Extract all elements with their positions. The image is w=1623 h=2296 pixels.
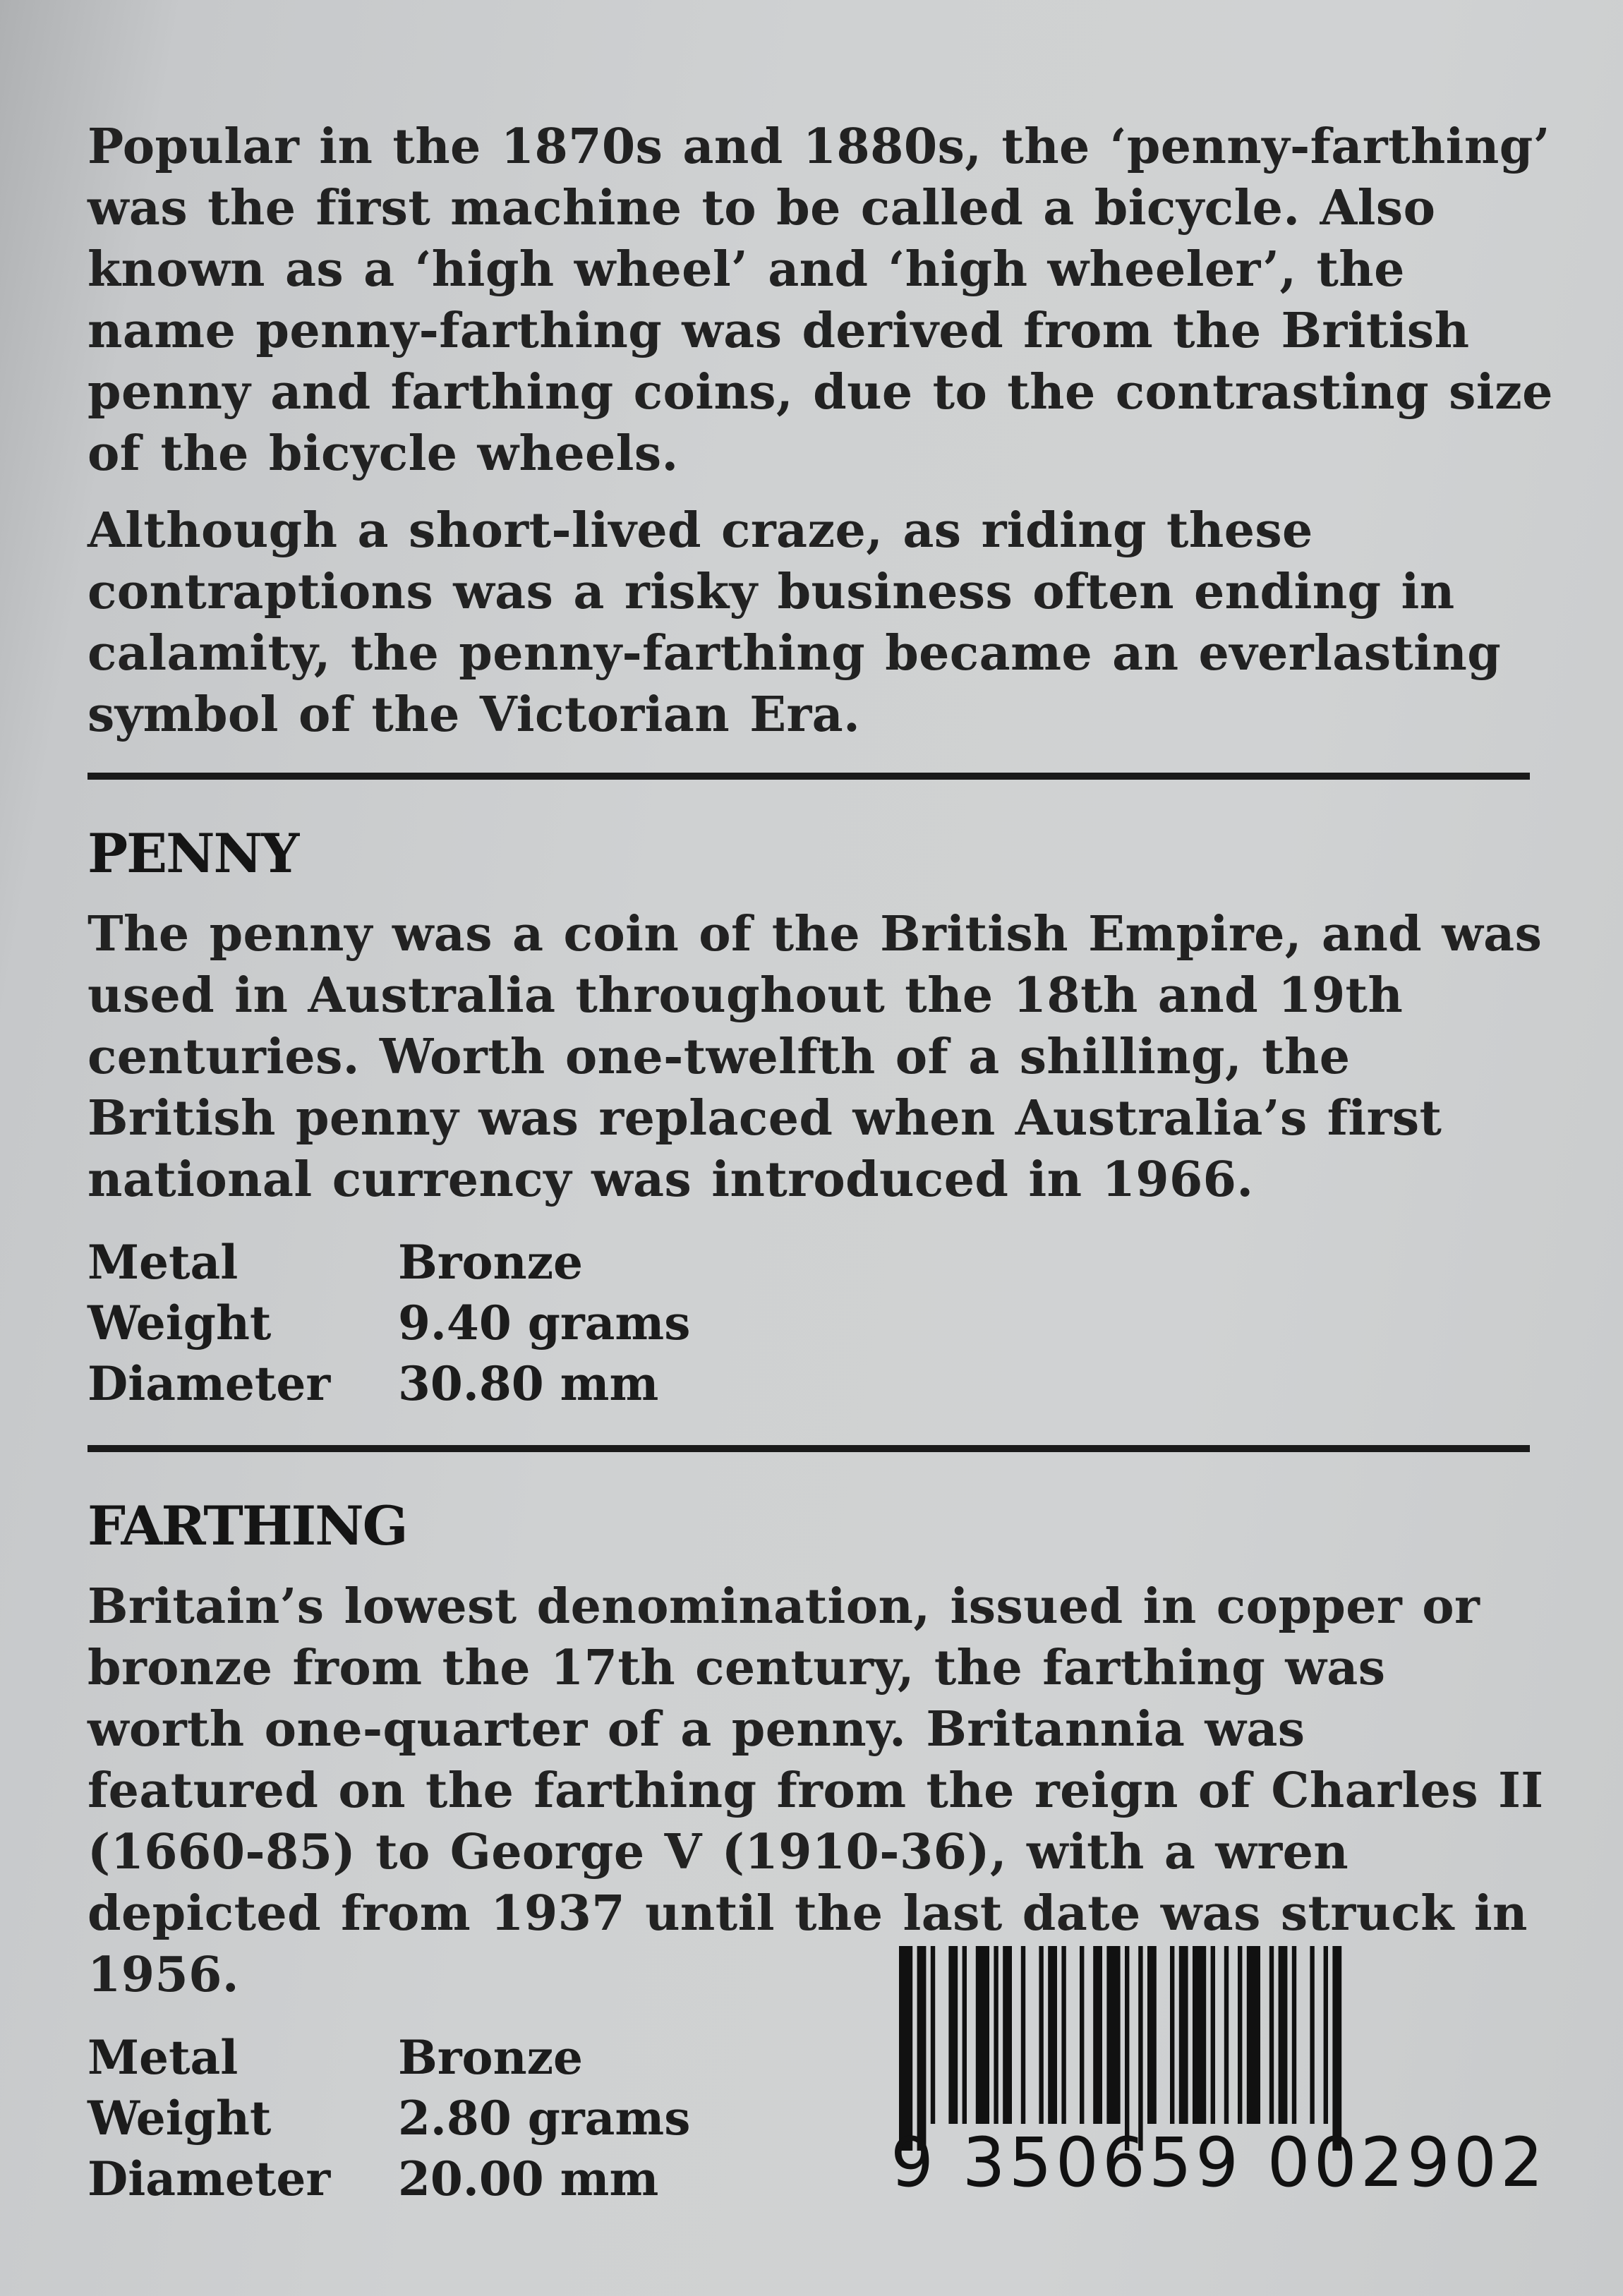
barcode-bar	[1269, 1946, 1274, 2124]
farthing-description: Britain’s lowest denomination, issued in copper or bronze from the 17th century, the farthing was worth one-quarter of a penny. Britannia was featured on the farthing from the reign of Charles II (1660-85) to George V (1910-36), with a wren depicted from 1937 until the last date was struck in 1956.	[88, 1578, 1544, 2003]
penny-section	[88, 822, 1555, 1414]
barcode-bar	[994, 1946, 998, 2124]
spec-value: 2.80 grams	[398, 2091, 691, 2146]
barcode-bar	[1332, 1946, 1341, 2151]
penny-description: The penny was a coin of the British Empire, and was used in Australia throughout the 18th and 19th centuries. Worth one-twelfth of a shilling, the British penny was replaced when Australia’s first national currency was introduced in 1966.	[88, 906, 1543, 1208]
barcode-bar	[1224, 1946, 1229, 2124]
barcode-bar	[1061, 1946, 1066, 2124]
barcode-bar	[963, 1946, 967, 2124]
barcode-bar	[1048, 1946, 1057, 2124]
section-divider	[88, 1445, 1530, 1452]
penny-heading: PENNY	[88, 822, 298, 885]
barcode-bar	[1247, 1946, 1260, 2124]
spec-label: Diameter	[88, 1356, 331, 1411]
barcode-bar	[1170, 1946, 1174, 2124]
barcode-bar	[976, 1946, 989, 2124]
barcode-bar	[1193, 1946, 1206, 2124]
barcode-bar	[1106, 1946, 1120, 2124]
barcode-bar	[1021, 1946, 1025, 2124]
barcode-bar	[1179, 1946, 1188, 2124]
barcode-bar	[1238, 1946, 1242, 2124]
document-content	[88, 116, 1555, 2209]
intro-paragraph-1: Popular in the 1870s and 1880s, the ‘penny-farthing’ was the first machine to be called a bicycle. Also known as a ‘high wheel’ and ‘high wheeler’, the name penny-farthing was derived from the British penny and farthing coins, due to the contrasting size of the bicycle wheels.	[88, 119, 1553, 482]
barcode-bar	[899, 1946, 912, 2151]
barcode-bar	[931, 1946, 935, 2124]
penny-specs-table	[88, 1232, 1555, 1414]
barcode-bar	[1279, 1946, 1288, 2124]
spec-value: 20.00 mm	[398, 2151, 659, 2206]
section-divider	[88, 773, 1530, 780]
spec-label: Diameter	[88, 2151, 331, 2206]
barcode-bar	[1147, 1946, 1157, 2124]
barcode-bar	[1310, 1946, 1314, 2124]
spec-label: Weight	[88, 1295, 272, 1351]
spec-value: Bronze	[398, 1235, 584, 1290]
barcode-bar	[1003, 1946, 1012, 2124]
spec-label: Weight	[88, 2091, 272, 2146]
barcode-bar	[1080, 1946, 1084, 2124]
barcode-bar	[1138, 1946, 1142, 2151]
barcode-bar	[1292, 1946, 1296, 2124]
spec-value: Bronze	[398, 2030, 584, 2085]
barcode-bar	[1039, 1946, 1043, 2124]
barcode-bar	[1211, 1946, 1215, 2124]
barcode-bar	[1093, 1946, 1102, 2124]
spec-value: 9.40 grams	[398, 1295, 691, 1351]
barcode-bar	[948, 1946, 958, 2124]
spec-label: Metal	[88, 2030, 239, 2085]
barcode	[891, 1946, 1547, 2202]
spec-row	[88, 1232, 1555, 1293]
barcode-digits: 9 350659 002902	[891, 2123, 1547, 2202]
spec-row	[88, 1293, 1555, 1353]
intro-paragraph-2: Although a short-lived craze, as riding these contraptions was a risky business often ending in calamity, the penny-farthing became an everlasting symbol of the Victorian Era.	[88, 502, 1502, 743]
farthing-heading: FARTHING	[88, 1494, 407, 1557]
spec-row	[88, 1353, 1555, 1414]
barcode-bar	[917, 1946, 927, 2151]
spec-value: 30.80 mm	[398, 1356, 659, 1411]
spec-label: Metal	[88, 1235, 239, 1290]
barcode-bar	[1324, 1946, 1328, 2124]
barcode-bar	[1125, 1946, 1129, 2151]
